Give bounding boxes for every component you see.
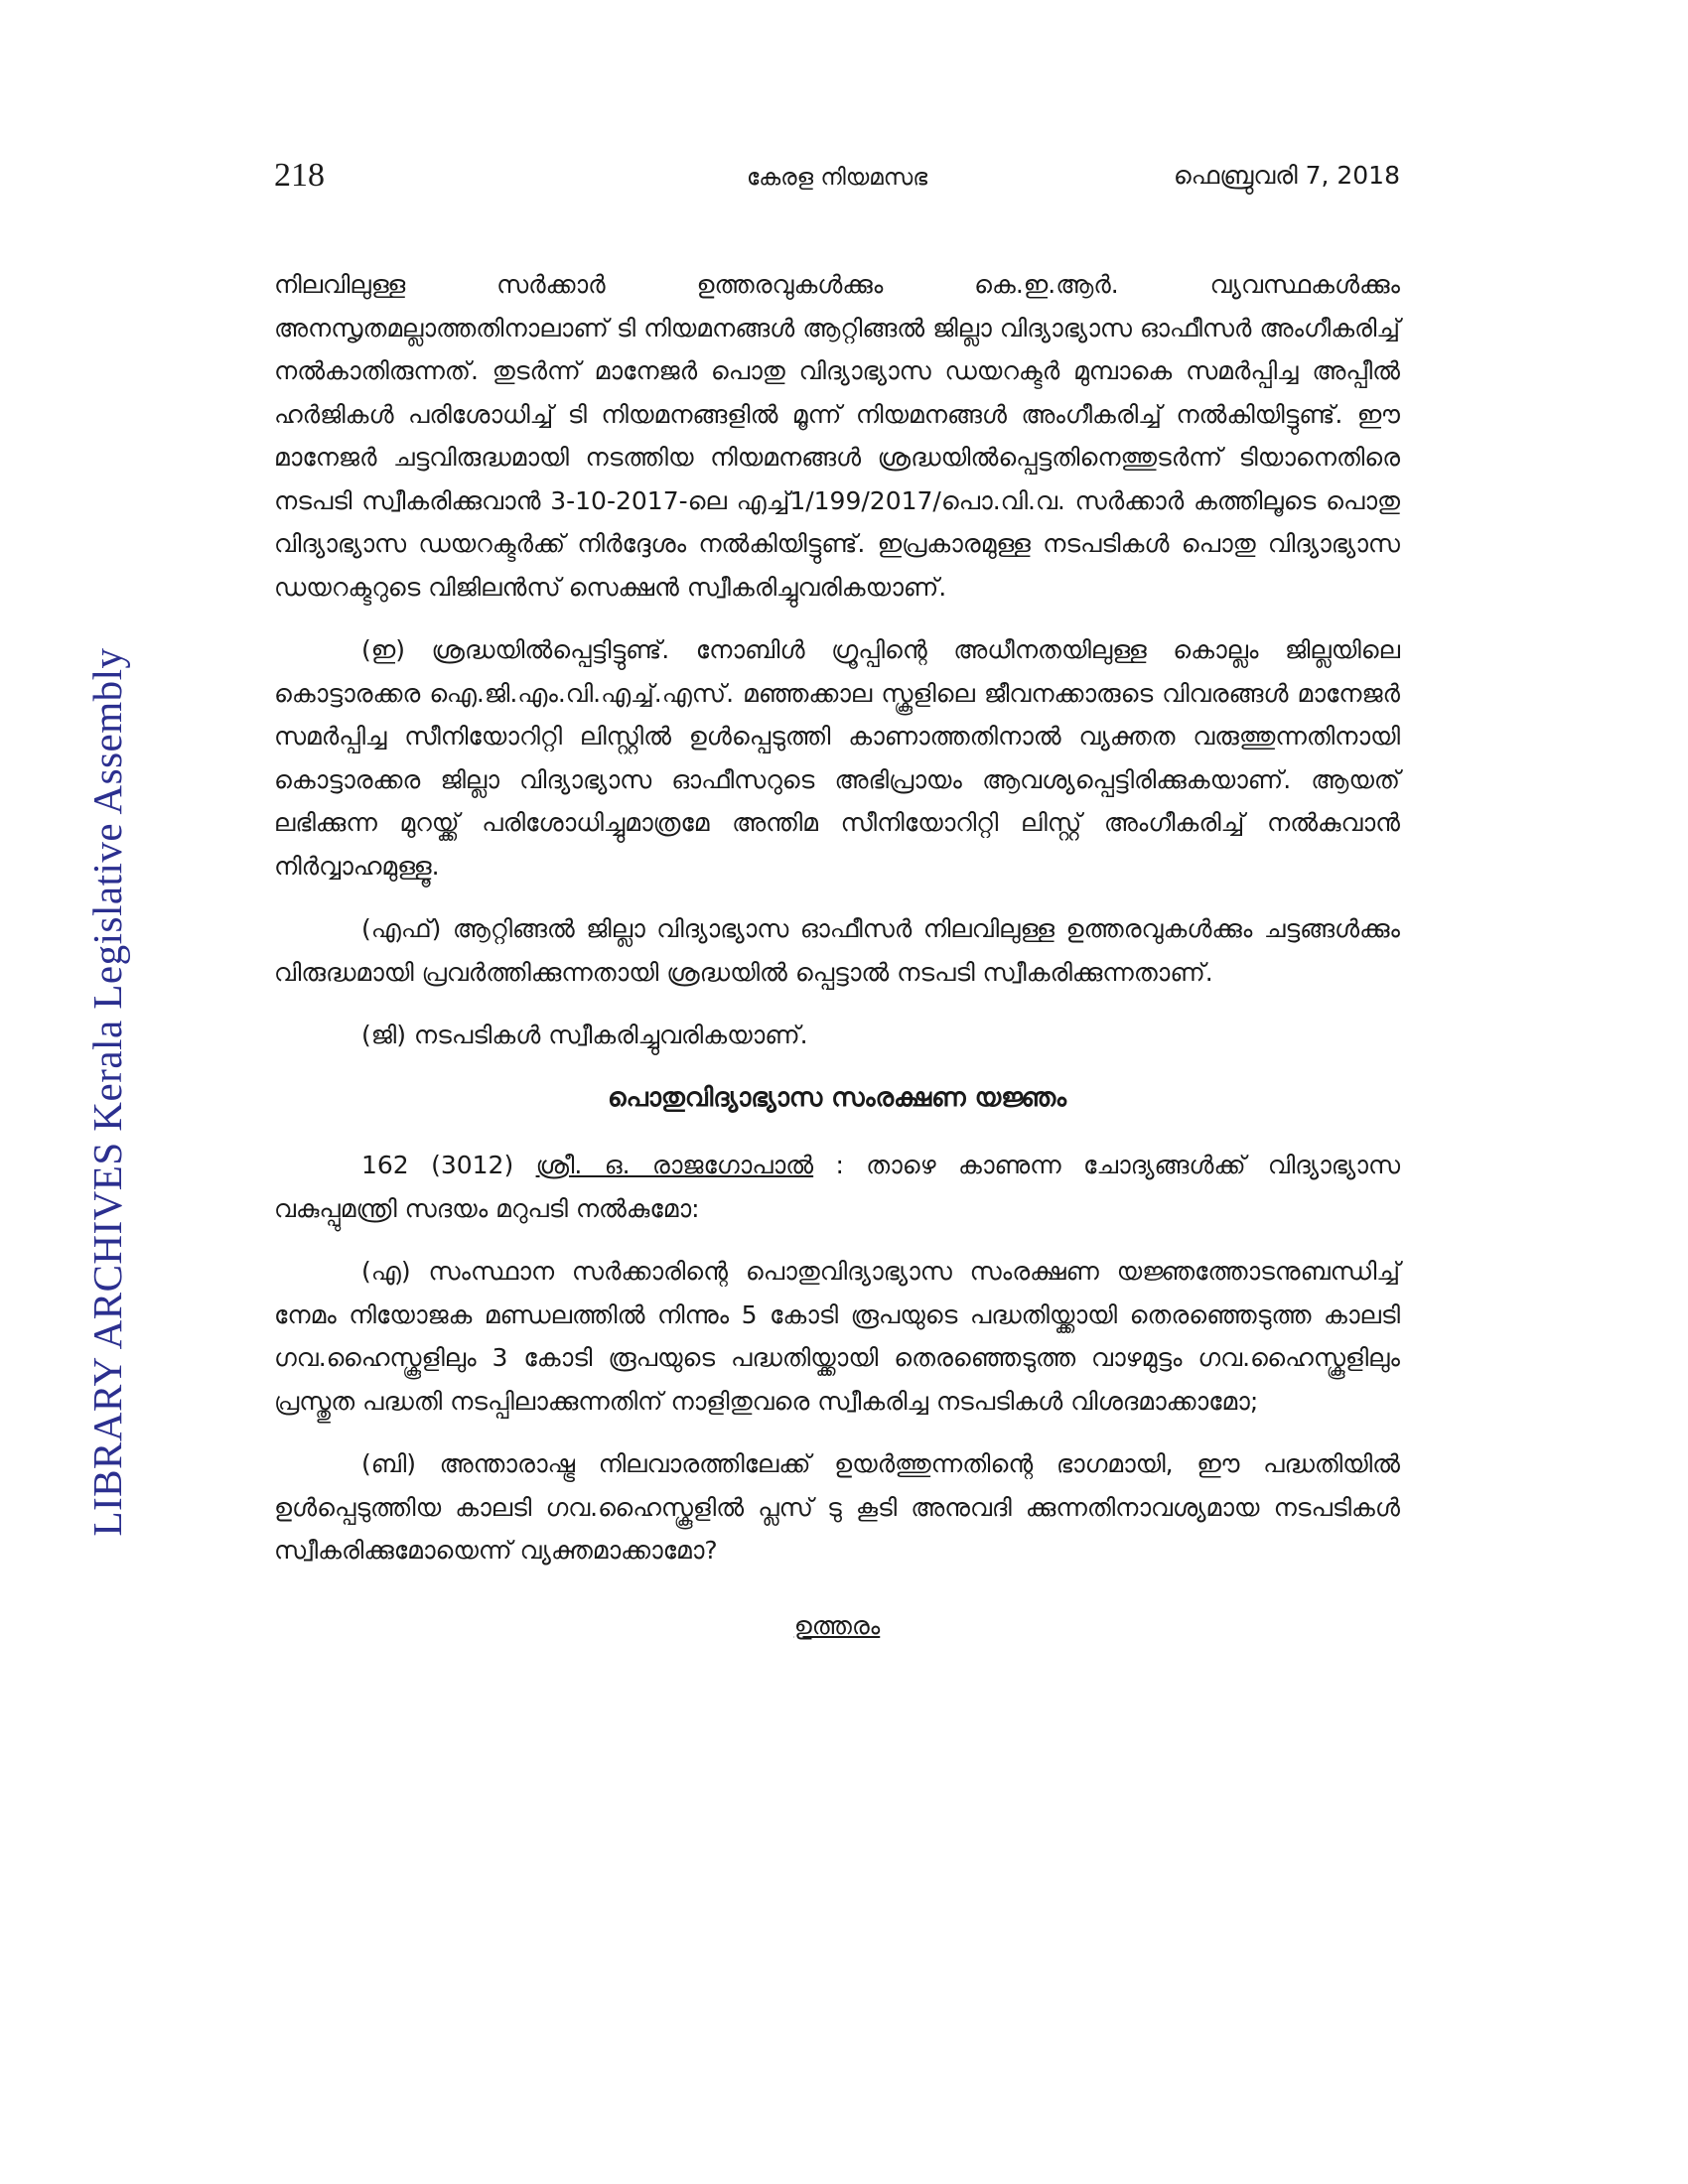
question-number: 162 (3012) bbox=[361, 1151, 514, 1179]
page-number: 218 bbox=[274, 157, 325, 194]
question-intro-text: : താഴെ കാണുന്ന ചോദ്യങ്ങൾക്ക് വിദ്യാഭ്യാസ വകുപ്പുമന്ത്രി സദയം മറുപടി നൽകുമോ: bbox=[274, 1151, 1401, 1223]
member-name: ശ്രീ. ഒ. രാജഗോപാൽ bbox=[535, 1151, 814, 1179]
paragraph-answer-f: (എഫ്) ആറ്റിങ്ങൽ ജില്ലാ വിദ്യാഭ്യാസ ഓഫീസർ നിലവിലുള്ള ഉത്തരവുകൾക്കും ചട്ടങ്ങൾക്കും വിരുദ്ധമായി പ്രവർത്തിക്കുന്നതായി ശ്രദ്ധയിൽ പ്പെട്ടാൽ നടപടി സ്വീകരിക്കുന്നതാണ്. bbox=[274, 914, 1400, 987]
paragraph-answer-g: (ജി) നടപടികൾ സ്വീകരിച്ചുവരികയാണ്. bbox=[361, 1021, 808, 1049]
paragraph-continuation: നിലവിലുള്ള സർക്കാർ ഉത്തരവുകൾക്കും കെ.ഇ.ആർ. വ്യവസ്ഥകൾക്കും അനസൃതമല്ലാത്തതിനാലാണ് ടി നിയമനങ്ങൾ ആറ്റിങ്ങൽ ജില്ലാ വിദ്യാഭ്യാസ ഓഫീസർ അംഗീകരിച്ച് നൽകാതിരുന്നത്. തുടർന്ന് മാനേജർ പൊതു വിദ്യാഭ്യാസ ഡയറക്ടർ മുമ്പാകെ സമർപ്പിച്ച അപ്പീൽ ഹർജികൾ പരിശോധിച്ച് ടി നിയമനങ്ങളിൽ മൂന്ന് നിയമനങ്ങൾ അംഗീകരിച്ച് നൽകിയിട്ടുണ്ട്. ഈ മാനേജർ ചട്ടവിരുദ്ധമായി നടത്തിയ നിയമനങ്ങൾ ശ്രദ്ധയിൽപ്പെട്ടതിനെത്തുടർന്ന് ടിയാനെതിരെ നടപടി സ്വീകരിക്കുവാൻ 3-10-2017-ലെ എച്ച്1/199/2017/പൊ.വി.വ. സർക്കാർ കത്തിലൂടെ പൊതു വിദ്യാഭ്യാസ ഡയറക്ടർക്ക് നിർദ്ദേശം നൽകിയിട്ടുണ്ട്. ഇപ്രകാരമുള്ള നടപടികൾ പൊതു വിദ്യാഭ്യാസ ഡയറക്ടറുടെ വിജിലൻസ് സെക്ഷൻ സ്വീകരിച്ചുവരികയാണ്. bbox=[274, 270, 1400, 602]
section-heading: പൊതുവിദ്യാഭ്യാസ സംരക്ഷണ യജ്ഞം bbox=[607, 1082, 1067, 1113]
question-part-a: (എ) സംസ്ഥാന സർക്കാരിന്റെ പൊതുവിദ്യാഭ്യാസ സംരക്ഷണ യജ്ഞത്തോടനുബന്ധിച്ച് നേമം നിയോജക മണ്ഡലത്തിൽ നിന്നും 5 കോടി രൂപയുടെ പദ്ധതിയ്ക്കായി തെരഞ്ഞെടുത്ത കാലടി ഗവ.ഹൈസ്കൂളിലും 3 കോടി രൂപയുടെ പദ്ധതിയ്ക്കായി തെരഞ്ഞെടുത്ത വാഴമുട്ടം ഗവ.ഹൈസ്കൂളിലും പ്രസ്തുത പദ്ധതി നടപ്പിലാക്കുന്നതിന് നാളിതുവരെ സ്വീകരിച്ച നടപടികൾ വിശദമാക്കാമോ; bbox=[274, 1257, 1400, 1416]
question-part-b: (ബി) അന്താരാഷ്ട്ര നിലവാരത്തിലേക്ക് ഉയർത്തുന്നതിന്റെ ഭാഗമായി, ഈ പദ്ധതിയിൽ ഉൾപ്പെടുത്തിയ കാലടി ഗവ.ഹൈസ്കൂളിൽ പ്ലസ് ടു കൂടി അനുവദി ക്കുന്നതിനാവശ്യമായ നടപടികൾ സ്വീകരിക്കുമോയെന്ന് വ്യക്തമാക്കാമോ? bbox=[274, 1449, 1400, 1565]
page-date: ഫെബ്രുവരി 7, 2018 bbox=[1173, 161, 1400, 190]
page-header bbox=[274, 157, 1400, 206]
paragraph-answer-e: (ഇ) ശ്രദ്ധയിൽപ്പെട്ടിട്ടുണ്ട്. നോബിൾ ഗ്രൂപ്പിന്റെ അധീനതയിലുള്ള കൊല്ലം ജില്ലയിലെ കൊട്ടാരക്കര ഐ.ജി.എം.വി.എച്ച്.എസ്. മഞ്ഞക്കാല സ്കൂളിലെ ജീവനക്കാരുടെ വിവരങ്ങൾ മാനേജർ സമർപ്പിച്ച സീനിയോറിറ്റി ലിസ്റ്റിൽ ഉൾപ്പെടുത്തി കാണാത്തതിനാൽ വ്യക്തത വരുത്തുന്നതിനായി കൊട്ടാരക്കര ജില്ലാ വിദ്യാഭ്യാസ ഓഫീസറുടെ അഭിപ്രായം ആവശ്യപ്പെട്ടിരിക്കുകയാണ്. ആയത് ലഭിക്കുന്ന മുറയ്ക്ക് പരിശോധിച്ചുമാത്രമേ അന്തിമ സീനിയോറിറ്റി ലിസ്റ്റ് അംഗീകരിച്ച് നൽകുവാൻ നിർവ്വാഹമുള്ളൂ. bbox=[274, 635, 1400, 881]
document-body bbox=[274, 263, 1400, 1647]
running-title: കേരള നിയമസഭ bbox=[746, 165, 928, 191]
archive-watermark: LIBRARY ARCHIVES Kerala Legislative Assembly bbox=[84, 647, 130, 1537]
question-intro bbox=[274, 1144, 1400, 1230]
answer-heading: ഉത്തരം bbox=[793, 1610, 881, 1640]
